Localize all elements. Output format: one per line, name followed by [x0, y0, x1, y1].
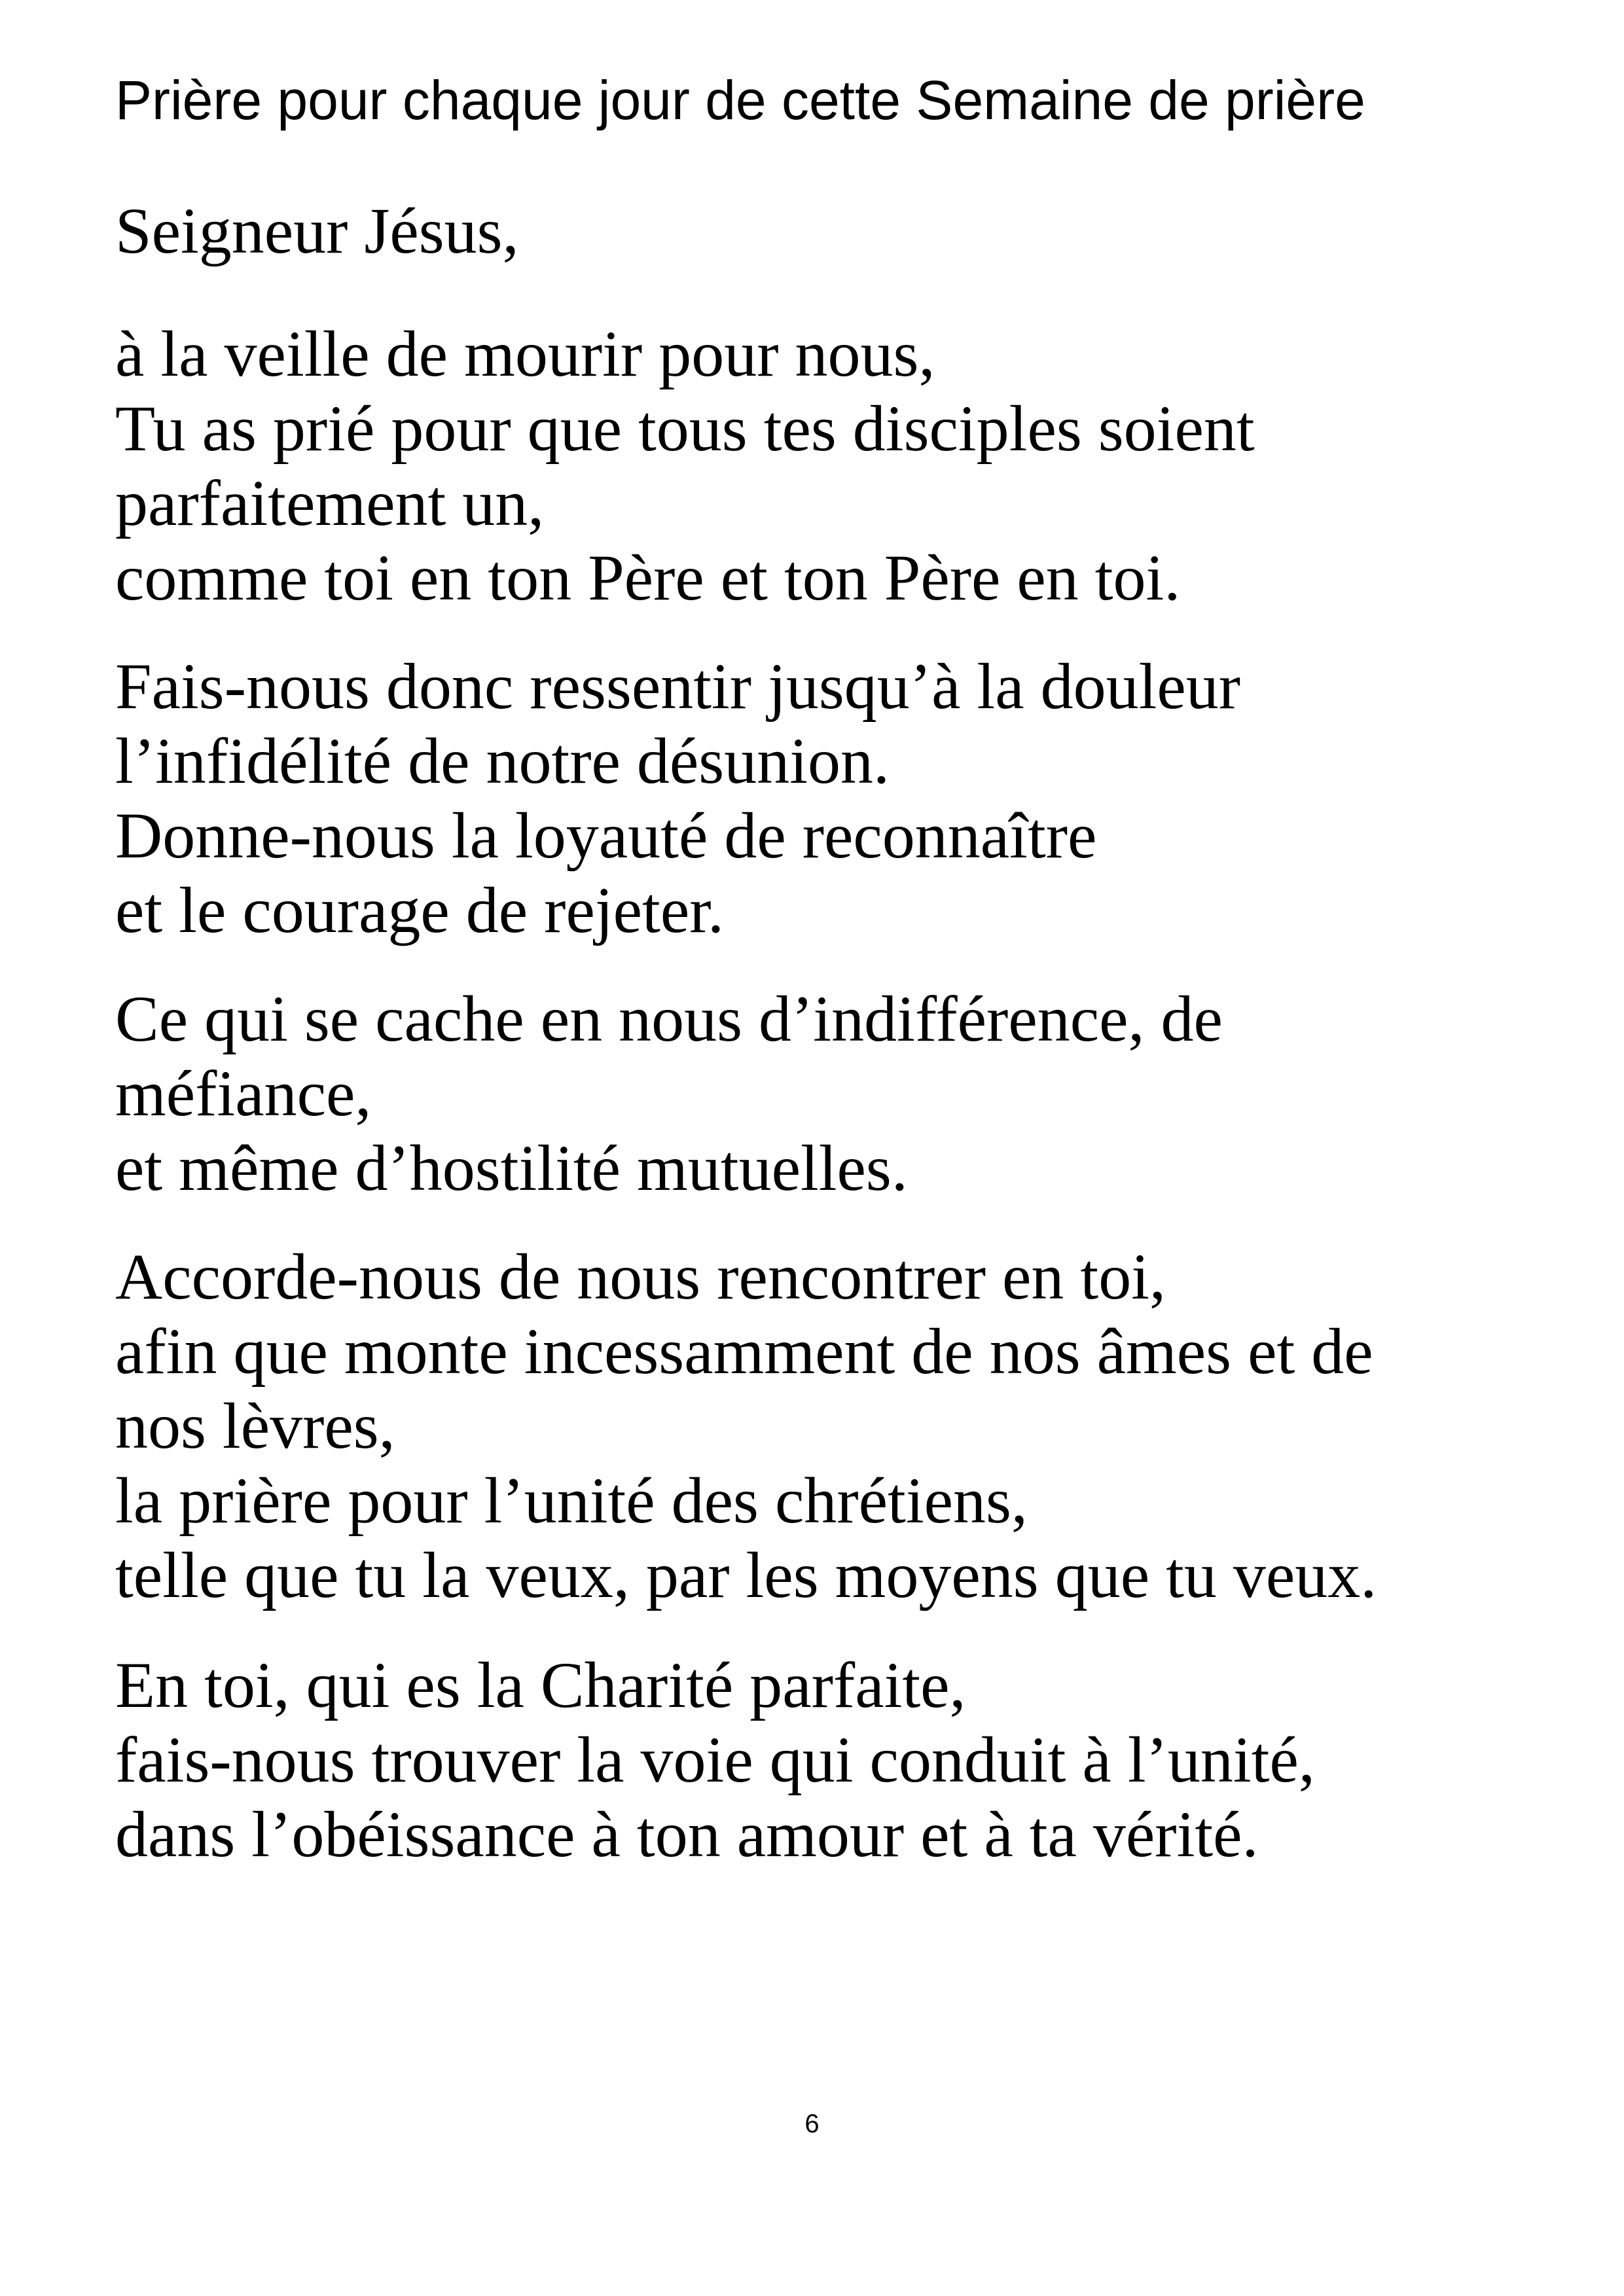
stanza-2	[115, 649, 1240, 948]
stanza-4	[115, 1240, 1377, 1613]
salutation: Seigneur Jésus,	[115, 194, 519, 267]
stanza-3	[115, 982, 1223, 1206]
stanza-line: Accorde-nous de nous rencontrer en toi,	[115, 1240, 1166, 1313]
stanza-line: dans l’obéissance à ton amour et à ta vérité.	[115, 1798, 1259, 1871]
stanza-line: méfiance,	[115, 1057, 372, 1130]
stanza-5	[115, 1648, 1315, 1872]
stanza-line: et le courage de rejeter.	[115, 874, 724, 946]
page-title: Prière pour chaque jour de cette Semaine de prière	[115, 69, 1365, 131]
stanza-line: à la veille de mourir pour nous,	[115, 317, 935, 390]
stanza-line: Donne-nous la loyauté de reconnaître	[115, 799, 1097, 872]
stanza-1	[115, 317, 1255, 615]
stanza-line: Fais-nous donc ressentir jusqu’à la douleur	[115, 650, 1241, 723]
stanza-line: nos lèvres,	[115, 1390, 395, 1462]
stanza-line: Tu as prié pour que tous tes disciples soient	[115, 392, 1255, 465]
page-number: 6	[804, 2109, 820, 2138]
stanza-line: En toi, qui es la Charité parfaite,	[115, 1649, 966, 1721]
stanza-line: et même d’hostilité mutuelles.	[115, 1132, 908, 1204]
stanza-line: Ce qui se cache en nous d’indifférence, de	[115, 982, 1223, 1055]
stanza-line: l’infidélité de notre désunion.	[115, 725, 890, 797]
stanza-line: parfaitement un,	[115, 467, 545, 539]
stanza-line: telle que tu la veux, par les moyens que tu veux.	[115, 1539, 1377, 1611]
stanza-line: fais-nous trouver la voie qui conduit à l’unité,	[115, 1723, 1315, 1796]
stanza-line: afin que monte incessamment de nos âmes et de	[115, 1315, 1373, 1388]
stanza-line: comme toi en ton Père et ton Père en toi.	[115, 541, 1181, 614]
stanza-line: la prière pour l’unité des chrétiens,	[115, 1464, 1028, 1537]
